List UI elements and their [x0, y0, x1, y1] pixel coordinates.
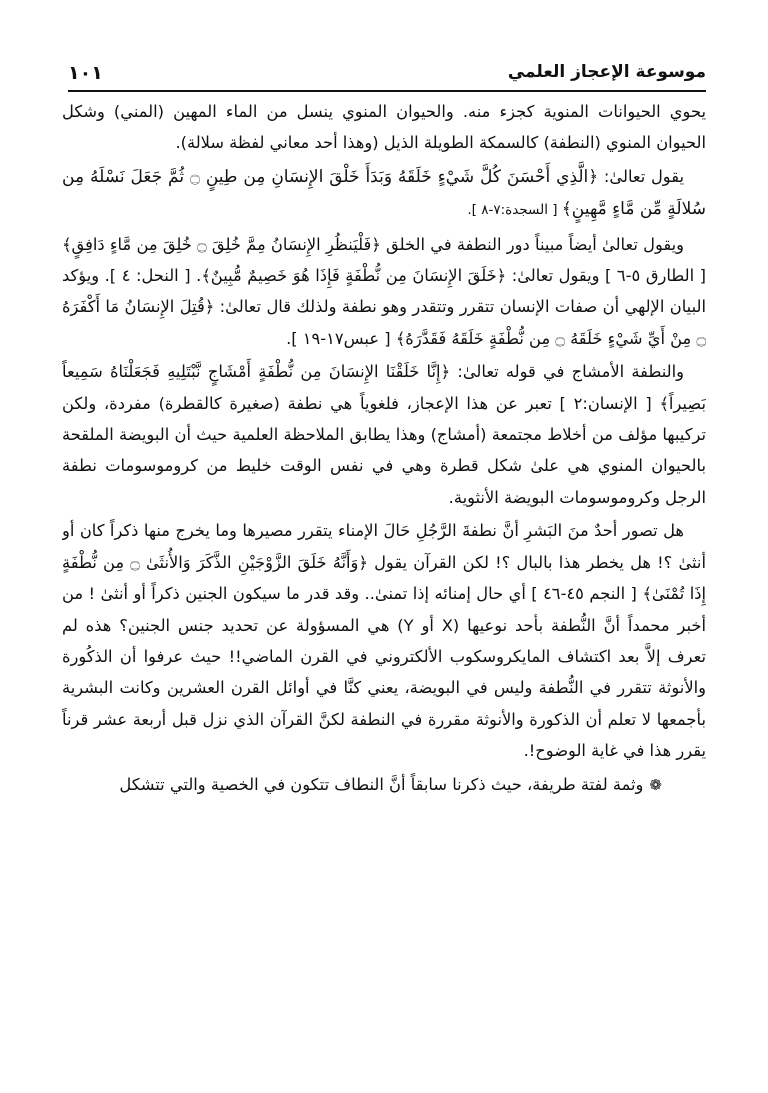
paragraph-6 [62, 769, 706, 801]
quran-verse-sajda: ﴿الَّذِي أَحْسَنَ كُلَّ شَيْءٍ خَلَقَهُ وَبَدَأَ خَلْقَ الإِنسَانِ مِن طِينٍ ۝ ثُمَّ جَعَلَ نَسْلَهُ مِن سُلالَةٍ مِّن مَّاءٍ مَّهِينٍ﴾ [62, 166, 706, 220]
paragraph-6-text: وثمة لفتة طريفة، حيث ذكرنا سابقاً أنَّ النطاف تتكون في الخصية والتي تتشكل [119, 774, 644, 794]
body-text [62, 96, 706, 1081]
paragraph-3: ويقول تعالىٰ أيضاً مبيناً دور النطفة في الخلق ﴿فَلْيَنظُرِ الإِنسَانُ مِمَّ خُلِقَ ۝ خُلِقَ مِن مَّاءٍ دَافِقٍ﴾ [ الطارق ٥-٦ ] ويقول تعالىٰ: ﴿خَلَقَ الإِنسَانَ مِن نُّطْفَةٍ فَإِذَا هُوَ خَصِيمٌ مُّبِينٌ﴾. [ النحل: ٤ ]. ويؤكد البيان الإلهي أن صفات الإنسان تتقرر وتتقدر وهو نطفة ولذلك قال تعالىٰ: ﴿قُتِلَ الإِنسَانُ مَا أَكْفَرَهُ ۝ مِنْ أَيِّ شَيْءٍ خَلَقَهُ ۝ مِن نُّطْفَةٍ خَلَقَهُ فَقَدَّرَهُ﴾ [ عبس١٧-١٩ ]. [62, 234, 706, 348]
paragraph-2-lead: يقول تعالىٰ: [598, 166, 684, 186]
verse-reference-sajda: [ السجدة:٧-٨ ]. [467, 202, 562, 219]
paragraph-2 [62, 161, 706, 227]
running-title: موسوعة الإعجاز العلمي [507, 62, 706, 82]
page-header [68, 60, 706, 92]
paragraph-1: يحوي الحيوانات المنوية كجزء منه. والحيوان المنوي ينسل من الماء المهين (المني) وشكل الحيوان المنوي (النطفة) كالسمكة الطويلة الذيل (وهذا أحد معاني لفظة سلالة). [62, 102, 706, 153]
paragraph-4: والنطفة الأمشاج في قوله تعالىٰ: ﴿إِنَّا خَلَقْنَا الإِنسَانَ مِن نُّطْفَةٍ أَمْشَاجٍ نَّبْتَلِيهِ فَجَعَلْنَاهُ سَمِيعاً بَصِيراً﴾ [ الإنسان:٢ ] تعبر عن هذا الإعجاز، فلغوياً هي نطفة (صغيرة كالقطرة) مفردة، ولكن تركيبها مؤلف من أخلاط مجتمعة (أمشاج) وهذا يطابق الملاحظة العلمية حيث أن البويضة الملقحة بالحيوان المنوي هي علىٰ شكل قطرة وهي في نفس الوقت خليط من كروموسومات نطفة الرجل وكروموسومات البويضة الأنثوية. [62, 362, 706, 507]
paragraph-5: هل تصور أحدٌ منَ البَشرِ أنَّ نطفةَ الرَّجُلِ حَالَ الإمناء يتقرر مصيرها وما يخرج منها ذكراً كان أو أنثىٰ ؟! هل يخطر هذا بالبال ؟! لكن القرآن يقول ﴿وَأَنَّهُ خَلَقَ الزَّوْجَيْنِ الذَّكَرَ وَالأُنثَىٰ ۝ مِن نُّطْفَةٍ إِذَا تُمْنَىٰ﴾ [ النجم ٤٥-٤٦ ] أي حال إمنائه إذا تمنىٰ.. وقد قدر ما سيكون الجنين ذكراً أو أنثىٰ ! من أخبر محمداً أنَّ النُّطفة بأحد نوعيها (X أو Y) هي المسؤولة عن تحديد جنس الجنين؟ هذه لم تعرف إلاَّ بعد اكتشاف المايكروسكوب الألكتروني في القرن الماضي!! حيث عرفوا أن الذكُورة والأنوثة تتقرر في النُّطفة وليس في البويضة، يعني كنَّا في أوائل القرن العشرين وكانت البشرية بأجمعها لا تعلم أن الذكورة والأنوثة مقررة في النطفة لكنَّ القرآن الذي نزل قبل أربعة عشر قرناً يقرر هذا في غاية الوضوح!. [62, 521, 706, 761]
page-number: ١٠١ [68, 62, 103, 84]
flower-ornament-icon: ❁ [649, 775, 662, 794]
